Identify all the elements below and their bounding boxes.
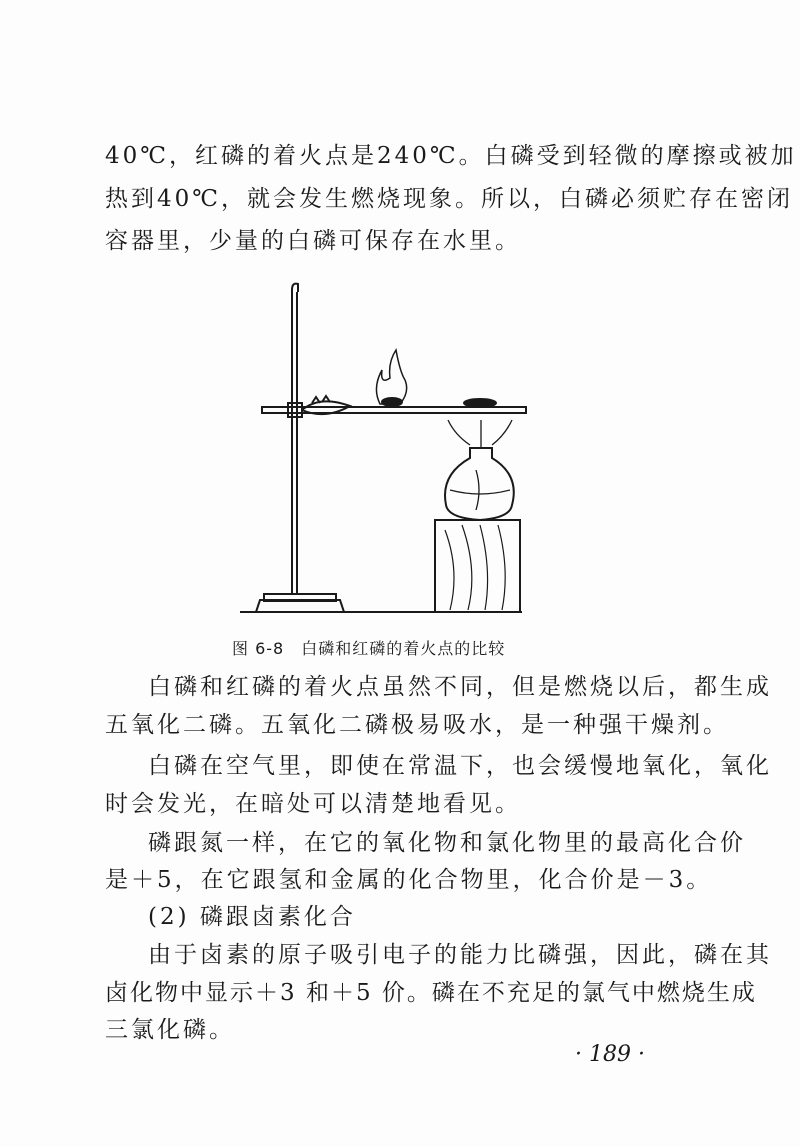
text-line: 40℃，红磷的着火点是240℃。白磷受到轻微的摩擦或被加 (105, 143, 797, 169)
text-line: 热到40℃，就会发生燃烧现象。所以，白磷必须贮存在密闭 (105, 186, 793, 212)
text-line: 时会发光，在暗处可以清楚地看见。 (105, 791, 521, 817)
text-line: 是＋5，在它跟氢和金属的化合物里，化合价是－3。 (105, 867, 713, 893)
text-line: 卤化物中显示＋3 和＋5 价。磷在不充足的氯气中燃烧生成 (105, 980, 757, 1006)
page-number: · 189 · (575, 1042, 645, 1067)
figure-caption: 图 6-8 白磷和红磷的着火点的比较 (232, 639, 506, 658)
text-line: 五氧化二磷。五氧化二磷极易吸水，是一种强干燥剂。 (105, 712, 729, 738)
section-heading: (2) 磷跟卤素化合 (148, 904, 356, 930)
text-line: 三氯化磷。 (105, 1017, 235, 1043)
text-line: 由于卤素的原子吸引电子的能力比磷强，因此，磷在其 (148, 942, 772, 968)
text-line: 白磷在空气里，即使在常温下，也会缓慢地氧化，氧化 (148, 753, 772, 779)
text-line: 磷跟氮一样，在它的氧化物和氯化物里的最高化合价 (148, 830, 746, 856)
text-line: 白磷和红磷的着火点虽然不同，但是燃烧以后，都生成 (148, 674, 772, 700)
text-line: 容器里，少量的白磷可保存在水里。 (105, 228, 521, 254)
figure-illustration (230, 270, 530, 620)
